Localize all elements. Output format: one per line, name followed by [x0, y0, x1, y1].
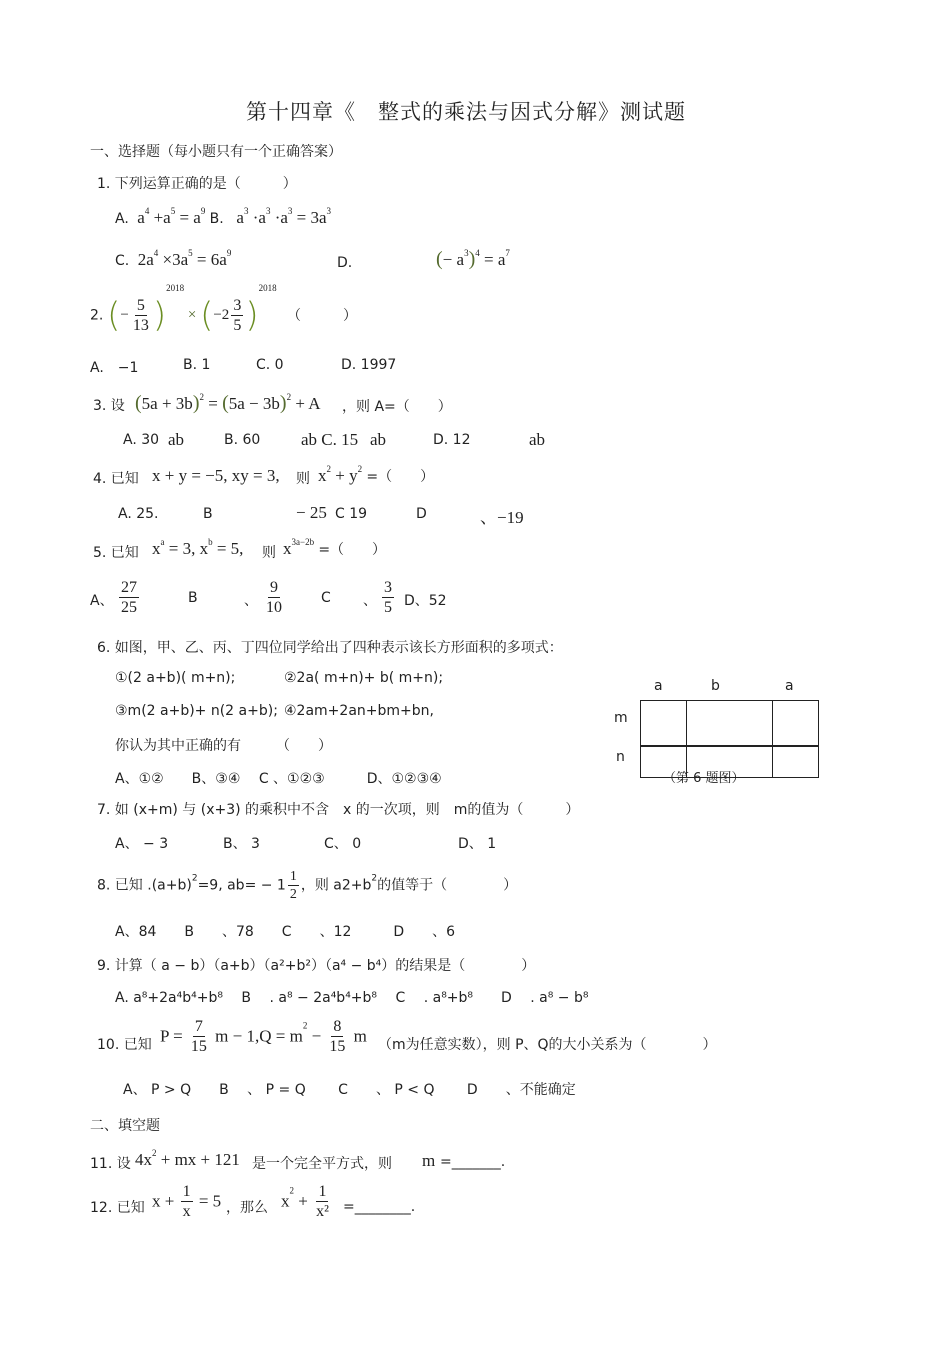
q10-expression: P = $\frac{7}{15}$ $m - 1,Q = m^2$ − $\frac{8}{15}$ m: [160, 1018, 367, 1055]
q2-option-b: B. 1: [183, 357, 211, 373]
q4-option-a: A. 25.: [118, 506, 159, 522]
fig-label-n: n: [616, 749, 625, 765]
q7-option-c: C、 0: [324, 836, 362, 852]
section-heading-fill: 二、填空题: [90, 1118, 160, 1134]
q12-given: x + $\frac{1}{x}$ = 5: [152, 1183, 222, 1220]
q5-option-d: D、52: [404, 593, 447, 609]
q3-option-c-value: ab: [370, 430, 387, 449]
q11-mid: 是一个完全平方式，则: [252, 1156, 392, 1172]
q3-option-d-value: ab: [529, 430, 546, 449]
q9-choices: A. a⁸+2a⁴b⁴+b⁸ B . a⁸ − 2a⁴b⁴+b⁸ C . a⁸+b⁸ D . a⁸ − b⁸: [115, 990, 589, 1006]
question-4-label: 4. 已知: [93, 471, 139, 487]
q6-option-2: ②2a( m+n)+ b( m+n);: [284, 670, 444, 686]
q5-option-a-fraction: $\frac{27}{25}$: [121, 579, 137, 616]
q5-option-b-fraction: $\frac{9}{10}$: [266, 579, 282, 616]
q1-option-d-label: D.: [337, 255, 353, 271]
q4-option-d-label: D: [416, 506, 427, 522]
page-title: 第十四章《 整式的乘法与因式分解》测试题: [246, 100, 686, 124]
q5-option-b-label: B: [188, 590, 198, 606]
q3-option-d: D. 12: [433, 432, 471, 448]
question-3-label: 3. 设: [93, 398, 125, 414]
q6-choices: A、①② B、③④ C 、①②③ D、①②③④: [115, 771, 442, 787]
q6-option-1: ①(2 a+b)( m+n);: [115, 670, 236, 686]
question-6-stem: 6. 如图，甲、乙、丙、丁四位同学给出了四种表示该长方形面积的多项式：: [97, 640, 563, 656]
question-7-stem: 7. 如 (x+m) 与 (x+3) 的乘积中不含 x 的一次项，则 m的值为（ ）: [97, 802, 580, 818]
fig-divider-2: [772, 700, 773, 778]
q3-option-b: B. 60: [224, 432, 261, 448]
q6-option-4: ④2am+2an+bm+bn,: [284, 703, 434, 719]
q2-option-d: D. 1997: [341, 357, 397, 373]
q1-option-c: C. $2a^4 \times 3a^5 = 6a^9$: [115, 248, 232, 269]
q10-choices: A、 P > Q B 、 P = Q C 、 P < Q D 、不能确定: [123, 1082, 576, 1098]
question-11-label: 11. 设: [90, 1156, 131, 1172]
q5-option-c-sep: 、: [363, 593, 377, 609]
q11-ask: m: [422, 1151, 436, 1170]
q7-option-d: D、 1: [458, 836, 497, 852]
q5-option-c-fraction: $\frac{3}{5}$: [384, 579, 392, 616]
q11-answer-blank[interactable]: =_______.: [440, 1154, 506, 1170]
q3-tail: ，则 A=（ ）: [342, 399, 452, 415]
question-9-stem: 9. 计算（ a − b）（a+b）（a²+b²）（a⁴ − b⁴）的结果是（ ）: [97, 958, 536, 974]
q1-option-a: A. $a^4 +a^5 = a^9$ B. $a^3 \cdot a^3 \cdot a^3 = 3a^3$: [115, 206, 332, 227]
q12-then: ，那么: [226, 1200, 268, 1216]
q5-then: 则: [262, 545, 276, 561]
question-12-label: 12. 已知: [90, 1200, 145, 1216]
q2-option-c: C. 0: [256, 357, 284, 373]
q11-expression: $4x^2$ + mx + 121: [135, 1148, 240, 1169]
question-10-label: 10. 已知: [97, 1037, 152, 1053]
fig-label-m: m: [614, 710, 628, 726]
question-1-stem: 1. 下列运算正确的是（ ）: [97, 176, 297, 192]
fig-label-a-left: a: [654, 678, 663, 694]
q2-fraction-1: $\frac{5}{13}$: [132, 297, 149, 335]
question-2-expression: 2. (− $\frac{5}{13}$ )$^{2018}$ × (−2 $\frac{3}{5}$ )$^{2018}$: [90, 283, 277, 336]
q3-option-a-value: ab: [168, 430, 185, 449]
q6-option-3: ③m(2 a+b)+ n(2 a+b);: [115, 703, 278, 719]
q1-option-d: (− $a^3)^4 = a^7$: [436, 248, 510, 270]
q12-ask: $x^2$ + $\frac{1}{\text{x²}}$: [281, 1183, 329, 1220]
fig-divider-horizontal: [640, 745, 819, 747]
q4-given: x + y = −5, xy = 3,: [152, 466, 280, 485]
question-8-stem: 8. 已知 $.(a+b)^2=9$, ab= − 1 $\frac{1}{2}$ ，则 $a2+b^2$的值等于（ ）: [97, 869, 518, 902]
q2-option-a: A. −1: [90, 360, 139, 376]
q4-option-c: C 19: [335, 506, 368, 522]
q7-option-a: A、 − 3: [115, 836, 169, 852]
fig-caption: （第 6 题图）: [663, 771, 745, 786]
q4-ask: $x^2 + y^2$ =（ ）: [318, 464, 435, 485]
q4-option-b-label: B: [203, 506, 213, 522]
question-5-label: 5. 已知: [93, 545, 139, 561]
q3-expression: $(5a + 3b)^2 = (5a - 3b)^2 + A$: [135, 392, 321, 414]
q7-option-b: B、 3: [223, 836, 260, 852]
q8-fraction: $\frac{1}{2}$: [289, 869, 297, 902]
q5-option-c-label: C: [321, 590, 331, 606]
q3-option-b-value: ab C. 15: [301, 430, 359, 449]
q3-option-a: A. 30: [123, 432, 160, 448]
q12-answer-blank[interactable]: =________.: [343, 1199, 416, 1215]
q4-option-d-value: 、−19: [480, 508, 524, 527]
q5-option-b-sep: 、: [244, 593, 258, 609]
q2-answer-blank: （ ）: [287, 308, 357, 324]
q4-option-b-value: − 25: [296, 503, 327, 522]
q2-fraction-2: $\frac{3}{5}$: [233, 297, 242, 335]
q8-choices: A、84 B 、78 C 、12 D 、6: [115, 924, 456, 940]
section-heading-choice: 一、选择题（每小题只有一个正确答案）: [90, 144, 342, 160]
q5-given: $x^a = 3$, $x^b = 5$,: [152, 537, 244, 558]
q5-ask: $x^{3a-2b}$ =（ ）: [283, 537, 387, 558]
q10-tail: （m为任意实数），则 P、Q的大小关系为（ ）: [378, 1037, 717, 1053]
q6-ask: 你认为其中正确的有 （ ）: [115, 738, 332, 754]
q5-option-a-label: A、: [90, 593, 114, 609]
fig-label-b: b: [711, 678, 720, 694]
q4-then: 则: [296, 471, 310, 487]
fig-label-a-right: a: [785, 678, 794, 694]
